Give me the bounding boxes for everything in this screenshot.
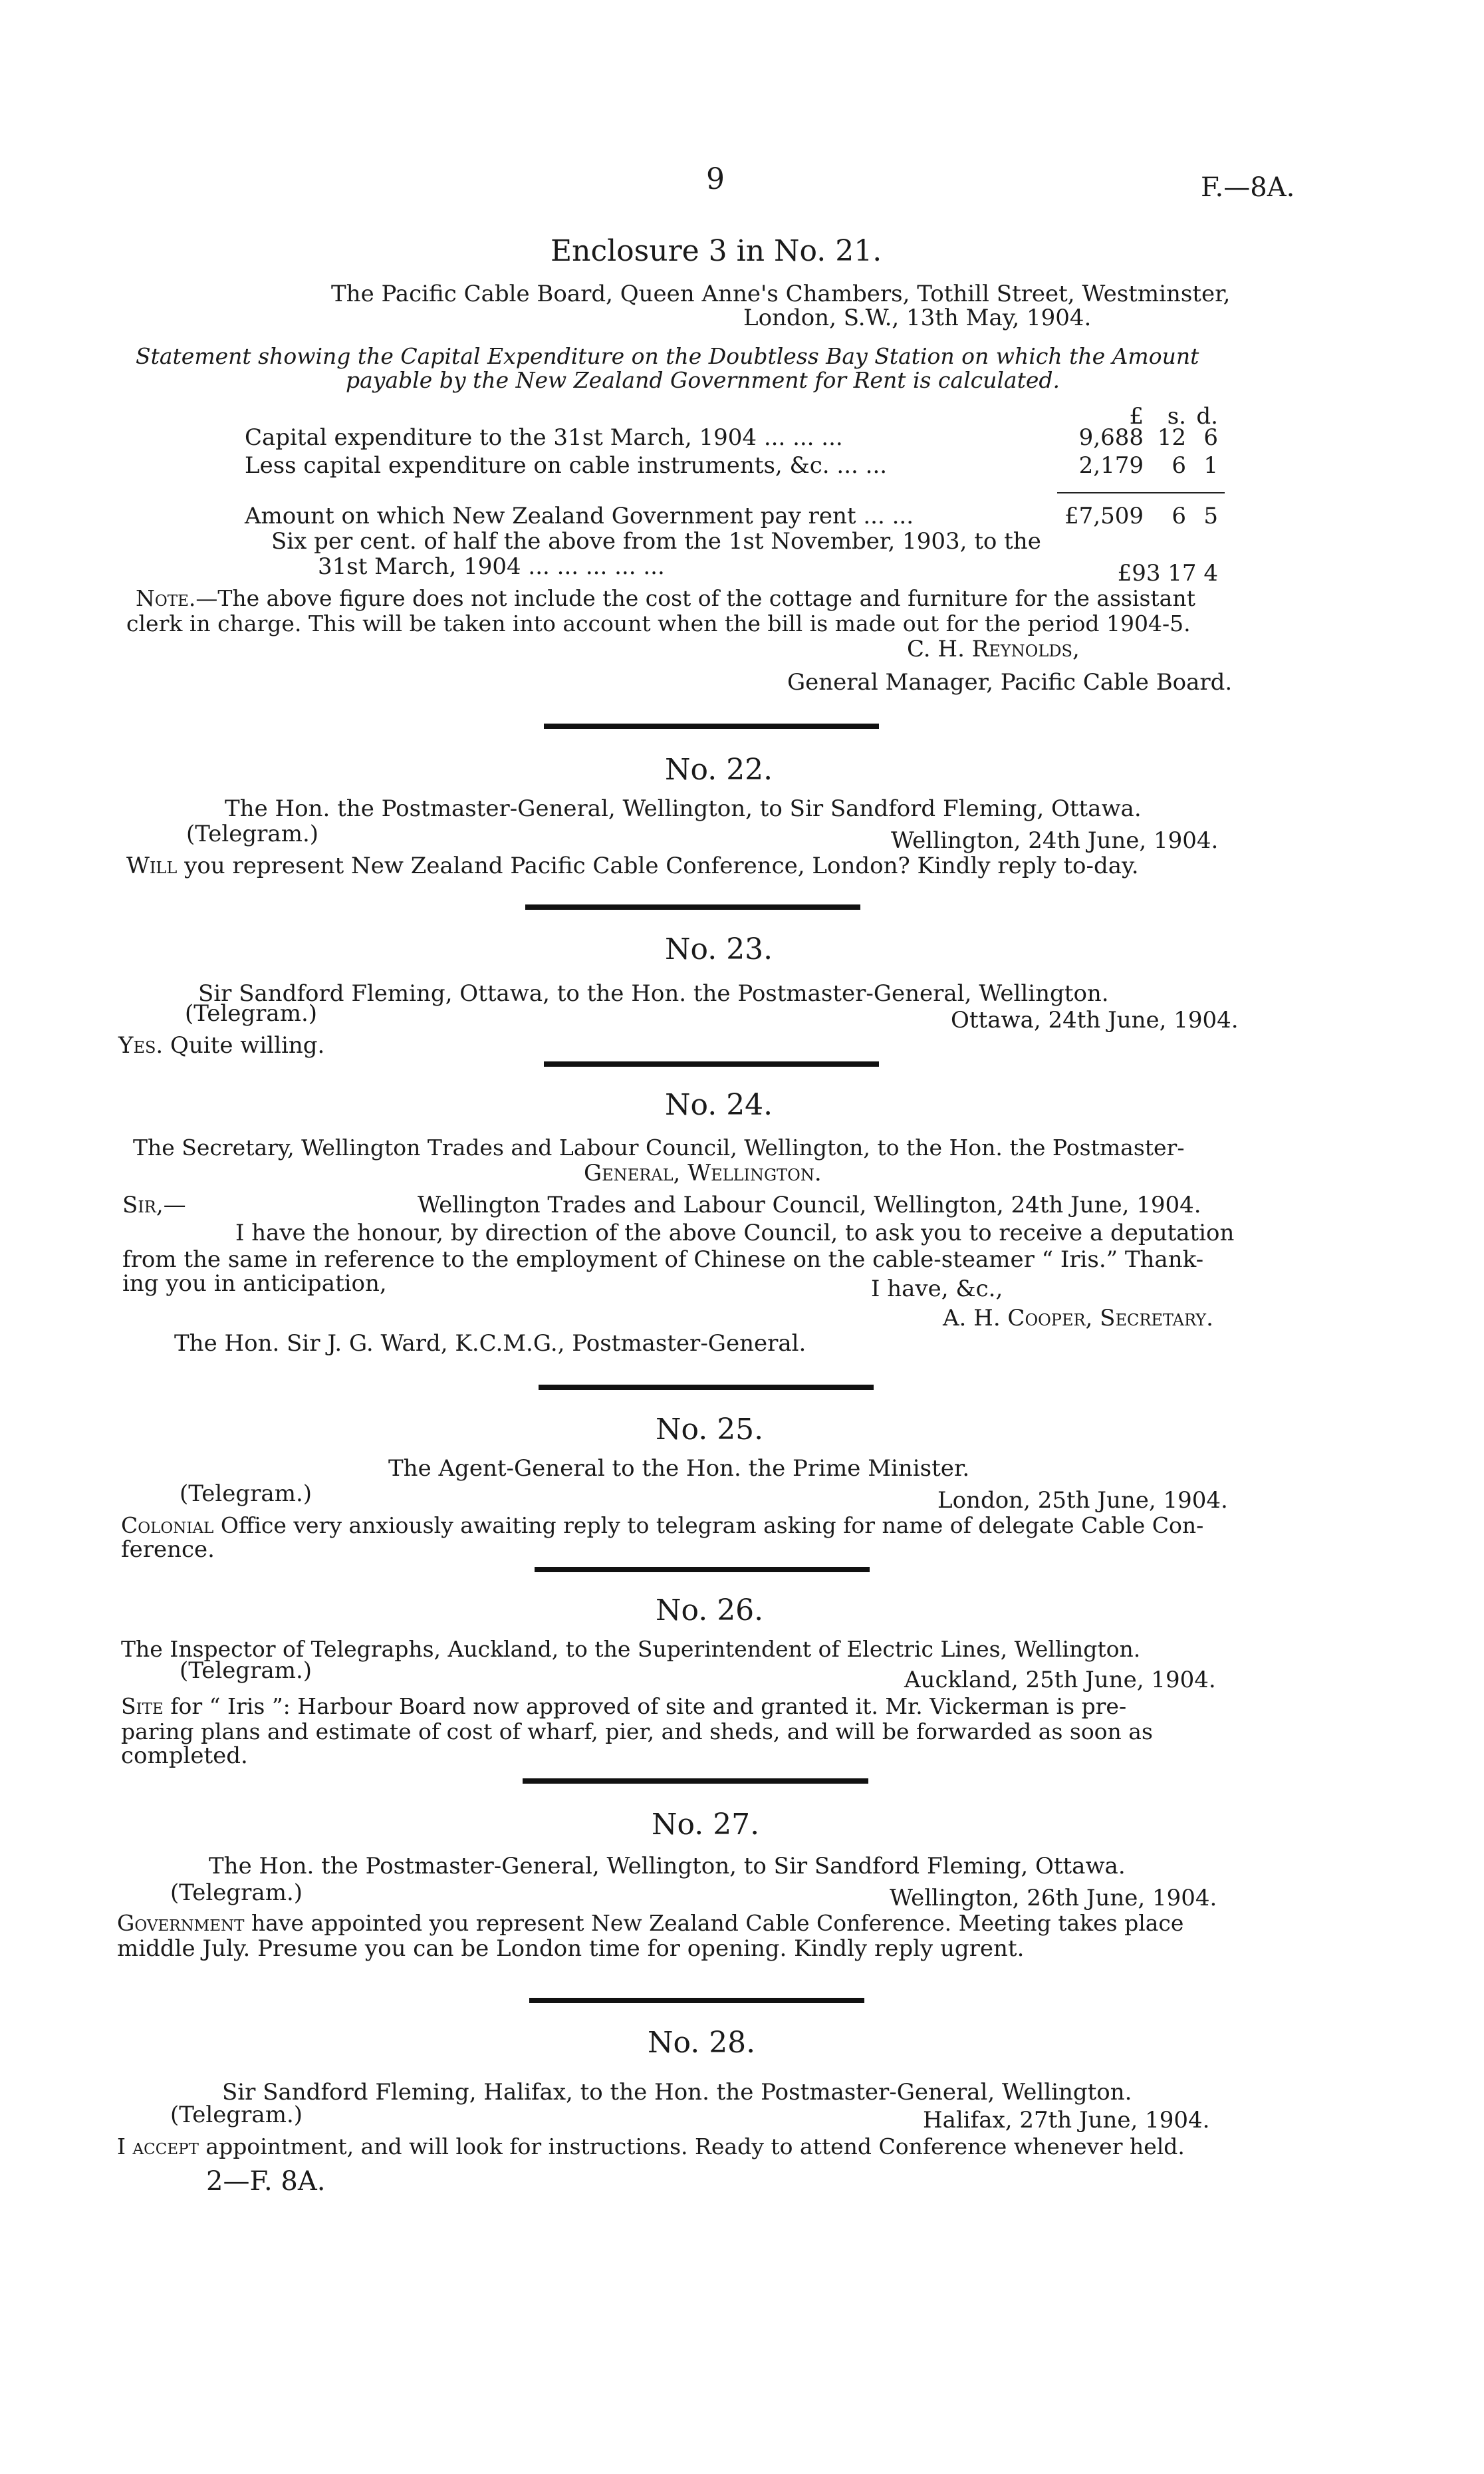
section-24-from-line2: General, Wellington.	[584, 1160, 822, 1186]
section-24-signature: A. H. Cooper, Secretary.	[943, 1305, 1213, 1331]
statement-row-pounds: 9,688	[1078, 424, 1144, 451]
section-27-telegram: (Telegram.)	[170, 1879, 303, 1906]
section-27-body-line1	[117, 1910, 1183, 1937]
section-28-telegram: (Telegram.)	[170, 2102, 303, 2128]
section-22-body-first: Will	[126, 853, 178, 879]
subtotal-rule	[1057, 492, 1225, 493]
section-24-body-line2: from the same in reference to the employment of Chinese on the cable-steamer “ Iris.” Thank-	[122, 1246, 1204, 1273]
section-23-title: No. 23.	[665, 932, 773, 966]
section-divider	[525, 904, 860, 910]
statement-row-shillings: 12	[1157, 424, 1186, 451]
section-divider	[535, 1567, 870, 1572]
section-26-telegram: (Telegram.)	[180, 1657, 312, 1684]
section-22-title: No. 22.	[665, 753, 773, 787]
section-23-body-first: Yes.	[118, 1032, 164, 1059]
col-header-pence: d.	[1196, 403, 1218, 430]
col-header-pounds: £	[1129, 403, 1144, 430]
section-divider	[523, 1778, 868, 1784]
six-percent-value: £93 17 4	[1117, 560, 1218, 587]
section-24-from-line1: The Secretary, Wellington Trades and Labour Council, Wellington, to the Hon. the Postmaster-	[133, 1135, 1185, 1161]
section-22-telegram: (Telegram.)	[186, 821, 319, 847]
section-26-body-line3: completed.	[121, 1742, 248, 1769]
section-divider	[529, 1998, 864, 2003]
section-25-body-line2: ference.	[121, 1536, 215, 1563]
section-25-from: The Agent-General to the Hon. the Prime Minister.	[388, 1455, 970, 1482]
section-22-body-rest: you represent New Zealand Pacific Cable Conference, London? Kindly reply to-day.	[177, 853, 1139, 879]
section-27-title: No. 27.	[652, 1808, 760, 1842]
section-28-body-rest: appointment, and will look for instructions. Ready to attend Conference whenever held.	[198, 2133, 1185, 2159]
section-26-from: The Inspector of Telegraphs, Auckland, to the Superintendent of Electric Lines, Wellington.	[121, 1636, 1141, 1662]
section-25-body-rest: Office very anxiously awaiting reply to telegram asking for name of delegate Cable Con-	[213, 1512, 1204, 1538]
section-divider	[539, 1385, 874, 1390]
section-26-body-rest: for “ Iris ”: Harbour Board now approved of site and granted it. Mr. Vickerman is pre-	[163, 1693, 1127, 1719]
statement-row-shillings: 6	[1172, 503, 1186, 529]
note-label: Note.	[136, 585, 196, 611]
section-23-body	[118, 1032, 324, 1059]
page-number: 9	[706, 162, 725, 196]
section-25-body-line1	[121, 1512, 1203, 1539]
enclosure-from-line1: The Pacific Cable Board, Queen Anne's Chambers, Tothill Street, Westminster,	[331, 281, 1231, 307]
section-26-body-line1	[121, 1693, 1126, 1720]
statement-row-pence: 5	[1203, 503, 1218, 529]
statement-row-pounds: £7,509	[1064, 503, 1144, 529]
statement-row-label: Capital expenditure to the 31st March, 1904 ... ... ...	[245, 424, 843, 451]
statement-row-pounds: 2,179	[1078, 452, 1144, 479]
note-line1	[136, 585, 1195, 612]
section-24-body-line3: ing you in anticipation,	[122, 1270, 387, 1297]
section-23-telegram: (Telegram.)	[185, 1000, 318, 1027]
section-27-body-line2: middle July. Presume you can be London time for opening. Kindly reply ugrent.	[117, 1935, 1025, 1962]
section-divider	[544, 724, 879, 729]
section-27-body-first: Government	[117, 1910, 245, 1936]
statement-heading-line2: payable by the New Zealand Government for Rent is calculated.	[346, 367, 1060, 393]
section-22-body	[126, 853, 1139, 879]
section-22-from: The Hon. the Postmaster-General, Wellington, to Sir Sandford Fleming, Ottawa.	[225, 795, 1142, 822]
section-26-body-line2: paring plans and estimate of cost of wharf, pier, and sheds, and will be forwarded as soon as	[121, 1718, 1153, 1744]
section-24-addressee: The Hon. Sir J. G. Ward, K.C.M.G., Postmaster-General.	[174, 1330, 806, 1357]
section-28-body	[117, 2133, 1185, 2160]
section-28-body-first: I accept	[117, 2133, 199, 2159]
section-25-title: No. 25.	[656, 1413, 764, 1446]
statement-row-pence: 1	[1203, 452, 1218, 479]
section-27-dateline: Wellington, 26th June, 1904.	[890, 1885, 1217, 1911]
section-26-body-first: Site	[121, 1693, 164, 1719]
section-23-from: Sir Sandford Fleming, Ottawa, to the Hon. the Postmaster-General, Wellington.	[198, 980, 1109, 1007]
section-25-telegram: (Telegram.)	[180, 1480, 312, 1507]
section-25-body-first: Colonial	[121, 1512, 214, 1538]
section-26-title: No. 26.	[656, 1593, 764, 1627]
statement-row-label: Amount on which New Zealand Government pay rent ... ...	[245, 503, 914, 529]
note-line2: clerk in charge. This will be taken into account when the bill is made out for the period 1904-5.	[126, 611, 1191, 636]
signature-mark: 2—F. 8A.	[206, 2166, 326, 2197]
statement-row-label: Less capital expenditure on cable instruments, &c. ... ...	[245, 452, 888, 479]
section-25-dateline: London, 25th June, 1904.	[937, 1487, 1228, 1514]
six-percent-line2: 31st March, 1904 ... ... ... ... ...	[318, 553, 665, 580]
section-28-title: No. 28.	[648, 2026, 756, 2060]
section-28-dateline: Halifax, 27th June, 1904.	[923, 2107, 1210, 2133]
section-23-dateline: Ottawa, 24th June, 1904.	[951, 1007, 1239, 1033]
enclosure-signature-title: General Manager, Pacific Cable Board.	[787, 669, 1233, 696]
col-header-shillings: s.	[1167, 403, 1186, 430]
section-divider	[544, 1061, 879, 1067]
statement-heading-line1: Statement showing the Capital Expenditure on the Doubtless Bay Station on which the Amount	[136, 343, 1199, 369]
section-24-title: No. 24.	[665, 1088, 773, 1122]
section-24-salutation: Sir,—	[122, 1192, 186, 1218]
section-22-dateline: Wellington, 24th June, 1904.	[891, 827, 1219, 854]
enclosure-signature: C. H. Reynolds,	[907, 636, 1080, 662]
enclosure-title: Enclosure 3 in No. 21.	[551, 234, 882, 268]
section-27-body-rest: have appointed you represent New Zealand Cable Conference. Meeting takes place	[244, 1910, 1184, 1936]
note-text: —The above figure does not include the cost of the cottage and furniture for the assistant	[195, 585, 1195, 611]
statement-row-pence: 6	[1203, 424, 1218, 451]
enclosure-from-line2: London, S.W., 13th May, 1904.	[743, 305, 1092, 331]
section-27-from: The Hon. the Postmaster-General, Wellington, to Sir Sandford Fleming, Ottawa.	[209, 1853, 1126, 1879]
section-24-address: Wellington Trades and Labour Council, Wellington, 24th June, 1904.	[418, 1192, 1201, 1218]
statement-row-shillings: 6	[1172, 452, 1186, 479]
section-28-from: Sir Sandford Fleming, Halifax, to the Hon. the Postmaster-General, Wellington.	[222, 2079, 1132, 2106]
six-percent-line1: Six per cent. of half the above from the 1st November, 1903, to the	[271, 528, 1041, 555]
section-24-closing: I have, &c.,	[871, 1276, 1003, 1302]
section-23-body-rest: Quite willing.	[163, 1032, 325, 1059]
section-24-body-line1: I have the honour, by direction of the above Council, to ask you to receive a deputation	[235, 1220, 1235, 1246]
section-26-dateline: Auckland, 25th June, 1904.	[904, 1667, 1216, 1693]
document-reference: F.—8A.	[1201, 172, 1295, 203]
